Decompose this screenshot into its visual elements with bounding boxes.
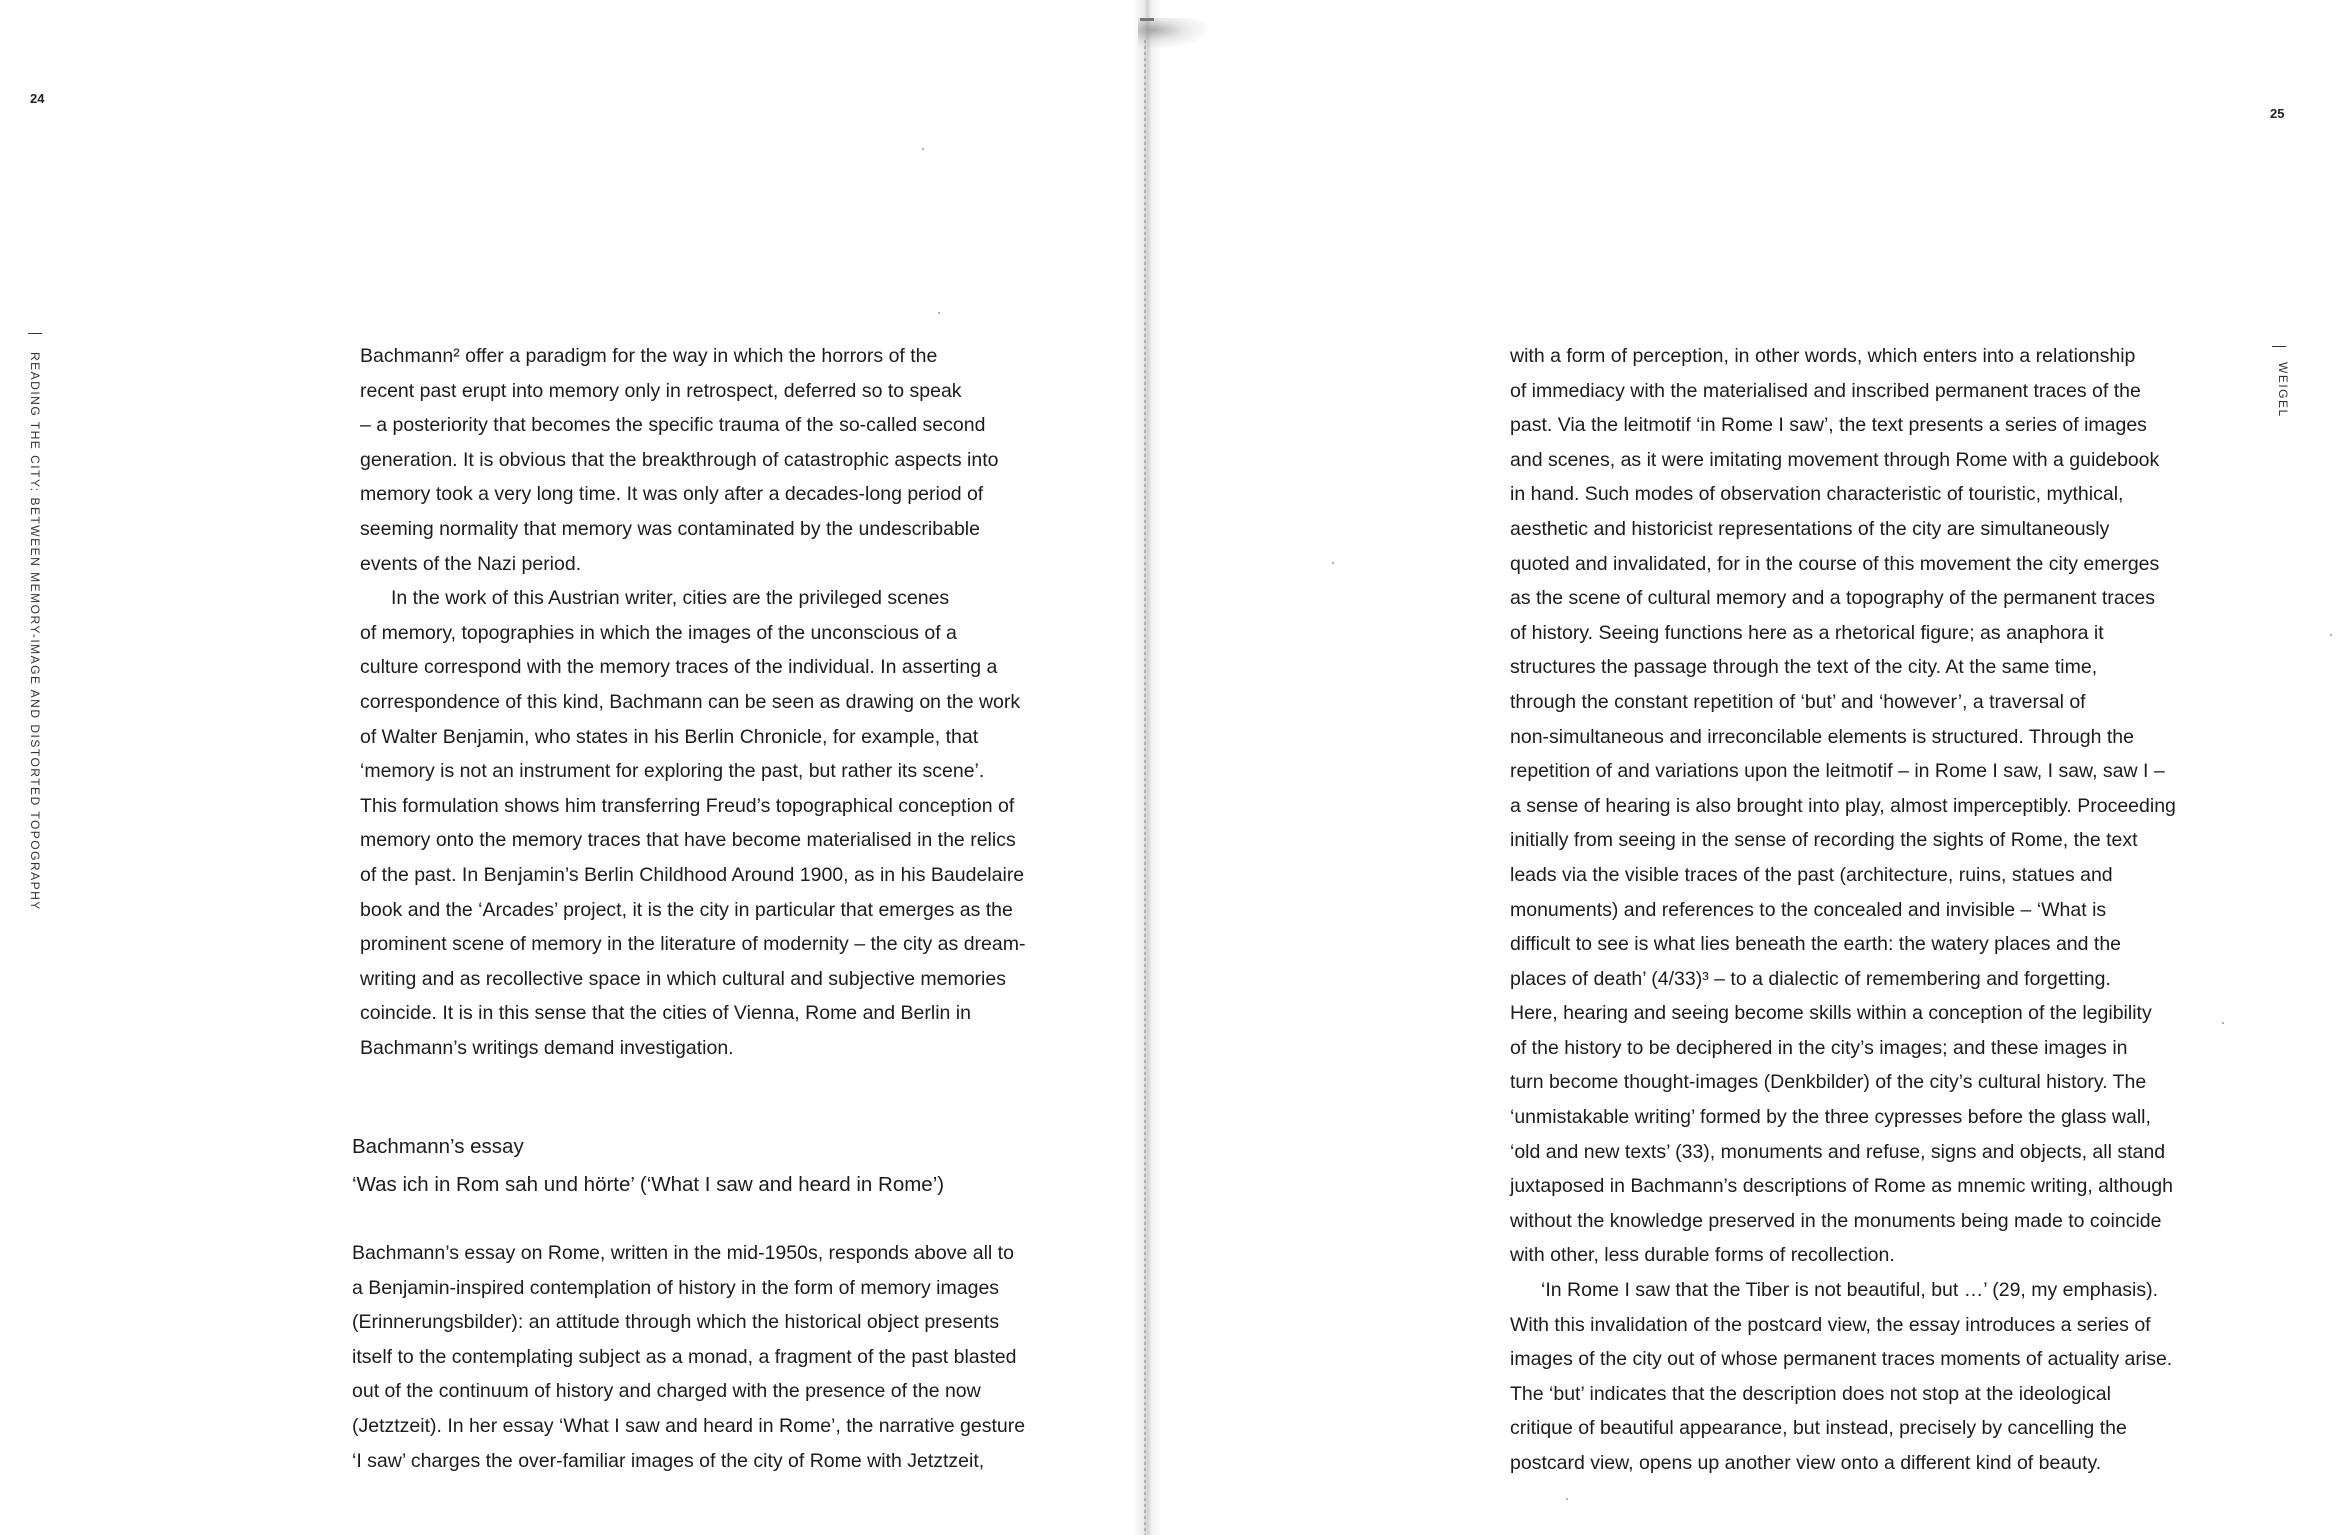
paragraph-line: monuments) and references to the concealed and invisible – ‘What is xyxy=(1510,898,2107,921)
paragraph-line: generation. It is obvious that the breakthrough of catastrophic aspects into xyxy=(360,448,999,471)
paragraph-line: difficult to see is what lies beneath the earth: the watery places and the xyxy=(1510,933,2122,956)
paragraph-line: through the constant repetition of ‘but’ and ‘however’, a traversal of xyxy=(1510,690,2086,713)
paragraph-line: quoted and invalidated, for in the course of this movement the city emerges xyxy=(1510,552,2160,575)
paragraph-line: book and the ‘Arcades’ project, it is the city in particular that emerges as the xyxy=(360,898,1013,921)
paragraph-line: events of the Nazi period. xyxy=(360,552,582,575)
paragraph-line: of history. Seeing functions here as a rhetorical figure; as anaphora it xyxy=(1510,621,2104,644)
paragraph-line: of Walter Benjamin, who states in his Berlin Chronicle, for example, that xyxy=(360,725,979,748)
paragraph-line: This formulation shows him transferring Freud’s topographical conception of xyxy=(360,794,1015,817)
paragraph-line: non-simultaneous and irreconcilable elements is structured. Through the xyxy=(1510,725,2134,748)
left-text-block-1 xyxy=(360,339,1025,1065)
paragraph-line: a Benjamin-inspired contemplation of history in the form of memory images xyxy=(352,1276,1000,1299)
paragraph-line: The ‘but’ indicates that the description does not stop at the ideological xyxy=(1510,1382,2111,1405)
paragraph-line: Bachmann² offer a paradigm for the way in which the horrors of the xyxy=(360,345,938,367)
paragraph-line: memory onto the memory traces that have become materialised in the relics xyxy=(360,829,1016,852)
paragraph-line: images of the city out of whose permanent traces moments of actuality arise. xyxy=(1510,1348,2173,1371)
scan-speck xyxy=(938,312,940,314)
paragraph-line: places of death’ (4/33)³ – to a dialectic of remembering and forgetting. xyxy=(1510,967,2111,990)
paragraph-line: prominent scene of memory in the literature of modernity – the city as dream- xyxy=(360,933,1026,956)
paragraph-line: culture correspond with the memory traces of the individual. In asserting a xyxy=(360,656,998,679)
paragraph-line: initially from seeing in the sense of recording the sights of Rome, the text xyxy=(1510,829,2138,852)
paragraph-line: Bachmann’s writings demand investigation. xyxy=(360,1036,734,1059)
section-heading: Bachmann’s essay xyxy=(352,1135,524,1158)
paragraph-line: In the work of this Austrian writer, cities are the privileged scenes xyxy=(391,587,950,610)
paragraph-line: out of the continuum of history and charged with the presence of the now xyxy=(352,1380,981,1403)
paragraph-line: ‘old and new texts’ (33), monuments and refuse, signs and objects, all stand xyxy=(1510,1140,2166,1163)
paragraph-line: repetition of and variations upon the leitmotif – in Rome I saw, I saw, saw I – xyxy=(1510,760,2165,783)
paragraph-line: With this invalidation of the postcard view, the essay introduces a series of xyxy=(1510,1313,2151,1336)
right-running-head: WEIGEL xyxy=(2276,362,2290,418)
paragraph-line: – a posteriority that becomes the specific trauma of the so-called second xyxy=(360,414,986,437)
paragraph-line: leads via the visible traces of the past (architecture, ruins, statues and xyxy=(1510,863,2113,886)
paragraph-line: Here, hearing and seeing become skills within a conception of the legibility xyxy=(1510,1002,2152,1025)
paragraph-line: recent past erupt into memory only in retrospect, deferred so to speak xyxy=(360,379,962,402)
paragraph-line: critique of beautiful appearance, but instead, precisely by cancelling the xyxy=(1510,1417,2127,1440)
paragraph-line: ‘I saw’ charges the over-familiar images of the city of Rome with Jetztzeit, xyxy=(352,1449,985,1472)
paragraph-line: in hand. Such modes of observation characteristic of touristic, mythical, xyxy=(1510,483,2124,506)
paragraph-line: coincide. It is in this sense that the cities of Vienna, Rome and Berlin in xyxy=(360,1002,971,1025)
paragraph-line: Bachmann’s essay on Rome, written in the mid-1950s, responds above all to xyxy=(352,1242,1014,1264)
paragraph-line: without the knowledge preserved in the monuments being made to coincide xyxy=(1510,1209,2162,1232)
paragraph-line: with a form of perception, in other words, which enters into a relationship xyxy=(1510,345,2136,367)
paragraph-line: past. Via the leitmotif ‘in Rome I saw’, the text presents a series of images xyxy=(1510,414,2147,437)
scan-speck xyxy=(1566,1498,1568,1500)
paragraph-line: with other, less durable forms of recollection. xyxy=(1510,1244,1895,1267)
left-running-head-rule xyxy=(28,333,42,334)
scan-speck xyxy=(2222,1022,2224,1024)
paragraph-line: and scenes, as it were imitating movement through Rome with a guidebook xyxy=(1510,448,2160,471)
paragraph-line: correspondence of this kind, Bachmann can be seen as drawing on the work xyxy=(360,690,1021,713)
paragraph-line: postcard view, opens up another view onto a different kind of beauty. xyxy=(1510,1452,2102,1474)
paragraph-line: itself to the contemplating subject as a monad, a fragment of the past blasted xyxy=(352,1345,1017,1368)
scan-speck xyxy=(2330,634,2332,636)
paragraph-line: of immediacy with the materialised and inscribed permanent traces of the xyxy=(1510,379,2141,402)
paragraph-line: as the scene of cultural memory and a topography of the permanent traces xyxy=(1510,587,2155,610)
paragraph-line: of the past. In Benjamin’s Berlin Childhood Around 1900, as in his Baudelaire xyxy=(360,863,1025,886)
right-page-number: 25 xyxy=(2270,106,2285,121)
section-subheading: ‘Was ich in Rom sah und hörte’ (‘What I saw and heard in Rome’) xyxy=(352,1173,945,1196)
left-text-block-2 xyxy=(352,1236,1025,1478)
paragraph-line: ‘unmistakable writing’ formed by the three cypresses before the glass wall, xyxy=(1510,1106,2151,1129)
paragraph-line: ‘In Rome I saw that the Tiber is not beautiful, but …’ (29, my emphasis). xyxy=(1541,1279,2159,1302)
paragraph-line: (Jetztzeit). In her essay ‘What I saw and heard in Rome’, the narrative gesture xyxy=(352,1414,1026,1437)
paragraph-line: writing and as recollective space in which cultural and subjective memories xyxy=(360,967,1006,990)
left-running-head: READING THE CITY: BETWEEN MEMORY-IMAGE AND DISTORTED TOPOGRAPHY xyxy=(28,352,42,911)
paragraph-line: seeming normality that memory was contaminated by the undescribable xyxy=(360,517,980,540)
paragraph-line: of memory, topographies in which the images of the unconscious of a xyxy=(360,621,957,644)
paragraph-line: of the history to be deciphered in the city’s images; and these images in xyxy=(1510,1036,2128,1059)
right-text-block xyxy=(1510,339,2176,1481)
paragraph-line: (Erinnerungsbilder): an attitude through which the historical object presents xyxy=(352,1311,1000,1334)
paragraph-line: memory took a very long time. It was only after a decades-long period of xyxy=(360,483,984,506)
right-running-head-rule xyxy=(2272,346,2286,347)
scan-speck xyxy=(1332,562,1334,564)
paragraph-line: aesthetic and historicist representations of the city are simultaneously xyxy=(1510,517,2110,540)
paragraph-line: ‘memory is not an instrument for exploring the past, but rather its scene’. xyxy=(360,760,985,783)
paragraph-line: structures the passage through the text of the city. At the same time, xyxy=(1510,656,2098,679)
paragraph-line: turn become thought-images (Denkbilder) of the city’s cultural history. The xyxy=(1510,1071,2147,1094)
paragraph-line: a sense of hearing is also brought into play, almost imperceptibly. Proceeding xyxy=(1510,794,2176,817)
scan-speck xyxy=(922,148,924,150)
paragraph-line: juxtaposed in Bachmann’s descriptions of Rome as mnemic writing, although xyxy=(1510,1175,2173,1198)
left-page-number: 24 xyxy=(30,91,45,106)
